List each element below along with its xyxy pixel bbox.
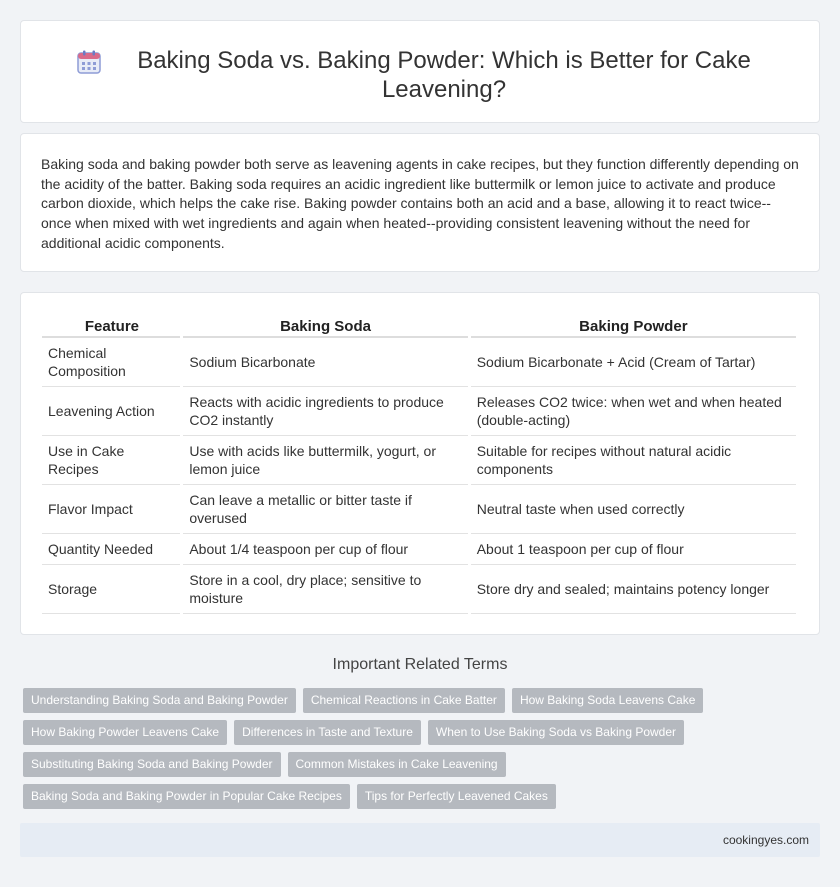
feature-cell: Chemical Composition	[42, 337, 182, 386]
table-header-row	[42, 315, 798, 337]
table-row	[42, 484, 798, 533]
intro-card	[20, 133, 820, 272]
baking-soda-cell: Can leave a metallic or bitter taste if overused	[182, 484, 469, 533]
tag-link[interactable]: Tips for Perfectly Leavened Cakes	[357, 784, 556, 809]
tag-link[interactable]: Baking Soda and Baking Powder in Popular Cake Recipes	[23, 784, 350, 809]
baking-powder-cell: Store dry and sealed; maintains potency longer	[469, 564, 797, 613]
comparison-card	[20, 292, 820, 635]
baking-powder-cell: Sodium Bicarbonate + Acid (Cream of Tartar)	[469, 337, 797, 386]
baking-powder-cell: Neutral taste when used correctly	[469, 484, 797, 533]
tag-link[interactable]: Chemical Reactions in Cake Batter	[303, 688, 505, 713]
table-row	[42, 435, 798, 484]
tag-row	[23, 688, 823, 713]
baking-powder-cell: About 1 teaspoon per cup of flour	[469, 533, 797, 564]
tag-link[interactable]: Differences in Taste and Texture	[234, 720, 421, 745]
baking-soda-cell: Reacts with acidic ingredients to produce CO2 instantly	[182, 386, 469, 435]
table-row	[42, 386, 798, 435]
related-terms-title: Important Related Terms	[332, 656, 508, 673]
tag-row	[23, 784, 823, 809]
footer	[20, 823, 820, 857]
tag-link[interactable]: How Baking Soda Leavens Cake	[512, 688, 703, 713]
tag-link[interactable]: How Baking Powder Leavens Cake	[23, 720, 227, 745]
calendar-icon	[76, 49, 102, 75]
header-baking-soda: Baking Soda	[182, 315, 469, 337]
baking-soda-cell: Sodium Bicarbonate	[182, 337, 469, 386]
tag-link[interactable]: When to Use Baking Soda vs Baking Powder	[428, 720, 684, 745]
feature-cell: Storage	[42, 564, 182, 613]
footer-site-link[interactable]: cookingyes.com	[722, 833, 809, 847]
baking-powder-cell: Releases CO2 twice: when wet and when heated (double-acting)	[469, 386, 797, 435]
table-row	[42, 533, 798, 564]
baking-soda-cell: About 1/4 teaspoon per cup of flour	[182, 533, 469, 564]
tag-row	[23, 720, 823, 745]
comparison-table	[42, 315, 799, 614]
intro-paragraph: Baking soda and baking powder both serve as leavening agents in cake recipes, but they function differently depending on the acidity of the batter. Baking soda requires an acidic ingredient like buttermilk or lemon juice to activate and produce carbon dioxide, which helps the cake rise. Baking powder contains both an acid and a base, allowing it to react twice--once when mixed with wet ingredients and again when heated--providing consistent leavening without the need for additional acidic components.	[41, 156, 799, 251]
table-row	[42, 564, 798, 613]
page-title: Baking Soda vs. Baking Powder: Which is Better for Cake Leavening?	[137, 47, 751, 103]
baking-soda-cell: Store in a cool, dry place; sensitive to moisture	[182, 564, 469, 613]
header-baking-powder: Baking Powder	[469, 315, 797, 337]
baking-soda-cell: Use with acids like buttermilk, yogurt, or lemon juice	[182, 435, 469, 484]
feature-cell: Quantity Needed	[42, 533, 182, 564]
tag-link[interactable]: Understanding Baking Soda and Baking Powder	[23, 688, 296, 713]
tag-link[interactable]: Substituting Baking Soda and Baking Powder	[23, 752, 281, 777]
tag-link[interactable]: Common Mistakes in Cake Leavening	[288, 752, 506, 777]
feature-cell: Leavening Action	[42, 386, 182, 435]
baking-powder-cell: Suitable for recipes without natural acidic components	[469, 435, 797, 484]
feature-cell: Flavor Impact	[42, 484, 182, 533]
title-card	[20, 20, 820, 123]
feature-cell: Use in Cake Recipes	[42, 435, 182, 484]
tag-row	[23, 752, 823, 777]
related-terms-tags	[23, 688, 823, 816]
header-feature: Feature	[42, 315, 182, 337]
table-row	[42, 337, 798, 386]
